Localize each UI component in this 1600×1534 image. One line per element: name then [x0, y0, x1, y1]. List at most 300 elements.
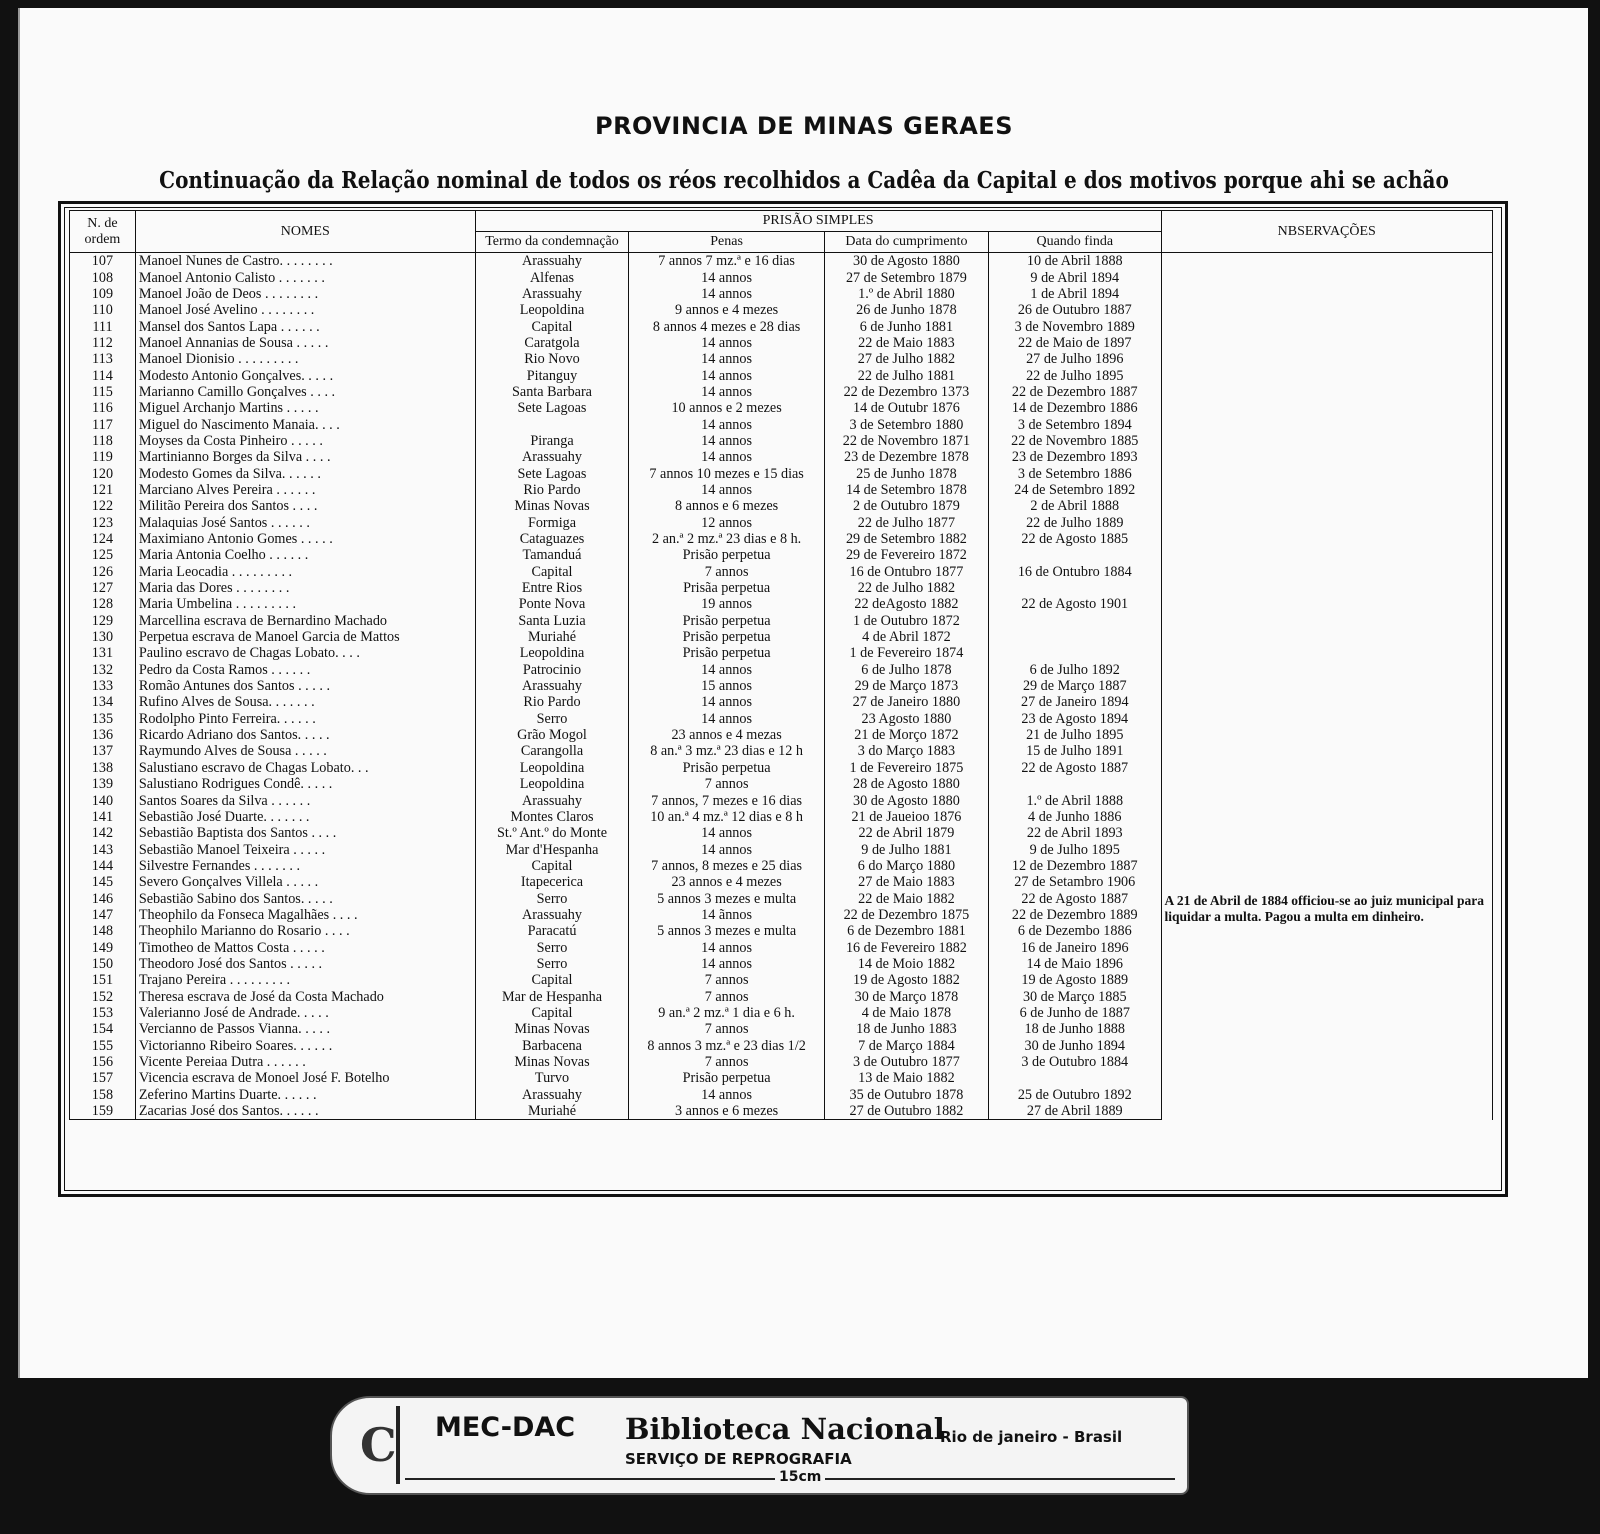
row-penas: 14 annos [629, 449, 825, 465]
column-header-quando: Quando finda [989, 232, 1162, 253]
row-quando: 14 de Maio 1896 [989, 956, 1162, 972]
row-data: 1 de Fevereiro 1874 [824, 645, 988, 661]
row-termo: Arassuahy [475, 678, 629, 694]
row-termo: Caratgola [475, 335, 629, 351]
row-number: 159 [70, 1103, 136, 1120]
row-name: Manoel Nunes de Castro. . . . . . . . [135, 253, 475, 270]
row-number: 122 [70, 498, 136, 514]
row-quando: 22 de Maio de 1897 [989, 335, 1162, 351]
row-termo: Arassuahy [475, 253, 629, 270]
row-number: 137 [70, 743, 136, 759]
row-number: 114 [70, 367, 136, 383]
row-name: Sebastião José Duarte. . . . . . . [135, 809, 475, 825]
row-number: 155 [70, 1038, 136, 1054]
row-name: Rodolpho Pinto Ferreira. . . . . . [135, 711, 475, 727]
row-name: Raymundo Alves de Sousa . . . . . [135, 743, 475, 759]
row-number: 127 [70, 580, 136, 596]
row-penas: 5 annos 3 mezes e multa [629, 890, 825, 906]
row-data: 22 deAgosto 1882 [824, 596, 988, 612]
row-name: Marcellina escrava de Bernardino Machado [135, 613, 475, 629]
row-quando: 3 de Setembro 1894 [989, 416, 1162, 432]
row-penas: 10 an.ª 4 mz.ª 12 dias e 8 h [629, 809, 825, 825]
row-data: 22 de Julho 1877 [824, 515, 988, 531]
row-penas: Prisão perpetua [629, 760, 825, 776]
row-quando: 23 de Dezembro 1893 [989, 449, 1162, 465]
row-name: Miguel do Nascimento Manaia. . . . [135, 416, 475, 432]
row-penas: 14 annos [629, 416, 825, 432]
row-number: 158 [70, 1087, 136, 1103]
row-data: 27 de Janeiro 1880 [824, 694, 988, 710]
row-number: 112 [70, 335, 136, 351]
row-termo: Capital [475, 1005, 629, 1021]
row-data: 4 de Abril 1872 [824, 629, 988, 645]
row-penas: 7 annos [629, 776, 825, 792]
row-data: 27 de Setembro 1879 [824, 269, 988, 285]
row-data: 22 de Julho 1882 [824, 580, 988, 596]
row-data: 9 de Julho 1881 [824, 841, 988, 857]
row-data: 22 de Abril 1879 [824, 825, 988, 841]
row-quando: 3 de Novembro 1889 [989, 318, 1162, 334]
row-termo: Minas Novas [475, 1021, 629, 1037]
row-penas: Prisão perpetua [629, 613, 825, 629]
row-name: Miguel Archanjo Martins . . . . . [135, 400, 475, 416]
row-penas: 14 annos [629, 841, 825, 857]
row-quando: 22 de Agosto 1887 [989, 890, 1162, 906]
row-name: Martinianno Borges da Silva . . . . [135, 449, 475, 465]
row-data: 1.º de Abril 1880 [824, 286, 988, 302]
row-name: Theophilo Marianno do Rosario . . . . [135, 923, 475, 939]
row-termo: Piranga [475, 433, 629, 449]
row-quando: 22 de Julho 1895 [989, 367, 1162, 383]
column-group-prisao: PRISÃO SIMPLES [475, 211, 1161, 232]
row-quando: 24 de Setembro 1892 [989, 482, 1162, 498]
row-data: 30 de Agosto 1880 [824, 792, 988, 808]
row-name: Manoel João de Deos . . . . . . . . [135, 286, 475, 302]
row-penas: 12 annos [629, 515, 825, 531]
row-quando: 1 de Abril 1894 [989, 286, 1162, 302]
row-penas: 14 annos [629, 694, 825, 710]
row-termo: Capital [475, 564, 629, 580]
row-name: Modesto Antonio Gonçalves. . . . . [135, 367, 475, 383]
row-data: 22 de Julho 1881 [824, 367, 988, 383]
row-number: 151 [70, 972, 136, 988]
row-name: Vicencia escrava de Monoel José F. Botelho [135, 1070, 475, 1086]
row-quando [989, 629, 1162, 645]
row-number: 131 [70, 645, 136, 661]
row-number: 152 [70, 988, 136, 1004]
column-header-observacoes: NBSERVAÇÕES [1161, 211, 1492, 253]
row-data: 6 de Julho 1878 [824, 662, 988, 678]
row-data: 18 de Junho 1883 [824, 1021, 988, 1037]
row-data: 16 de Fevereiro 1882 [824, 939, 988, 955]
row-penas: 5 annos 3 mezes e multa [629, 923, 825, 939]
row-name: Manoel Dionisio . . . . . . . . . [135, 351, 475, 367]
row-name: Vicente Pereiaa Dutra . . . . . . [135, 1054, 475, 1070]
observation-cell [1161, 253, 1492, 1120]
row-quando [989, 547, 1162, 563]
column-header-number: N. de ordem [70, 211, 136, 253]
row-data: 21 de Jaueioo 1876 [824, 809, 988, 825]
row-data: 30 de Agosto 1880 [824, 253, 988, 270]
row-number: 145 [70, 874, 136, 890]
row-name: Maximiano Antonio Gomes . . . . . [135, 531, 475, 547]
row-number: 141 [70, 809, 136, 825]
row-name: Paulino escravo de Chagas Lobato. . . . [135, 645, 475, 661]
row-data: 14 de Setembro 1878 [824, 482, 988, 498]
row-termo: Pitanguy [475, 367, 629, 383]
row-name: Zacarias José dos Santos. . . . . . [135, 1103, 475, 1120]
row-quando: 9 de Julho 1895 [989, 841, 1162, 857]
row-data: 27 de Julho 1882 [824, 351, 988, 367]
row-termo: Muriahé [475, 629, 629, 645]
row-termo: Sete Lagoas [475, 465, 629, 481]
row-number: 120 [70, 465, 136, 481]
row-data: 29 de Março 1873 [824, 678, 988, 694]
row-name: Marciano Alves Pereira . . . . . . [135, 482, 475, 498]
row-termo [475, 416, 629, 432]
row-penas: 8 annos 4 mezes e 28 dias [629, 318, 825, 334]
row-name: Victorianno Ribeiro Soares. . . . . . [135, 1038, 475, 1054]
row-data: 22 de Dezembro 1875 [824, 907, 988, 923]
row-name: Maria Leocadia . . . . . . . . . [135, 564, 475, 580]
row-data: 3 do Março 1883 [824, 743, 988, 759]
row-quando: 22 de Abril 1893 [989, 825, 1162, 841]
row-quando: 22 de Dezembro 1887 [989, 384, 1162, 400]
row-number: 108 [70, 269, 136, 285]
row-penas: 14 annos [629, 384, 825, 400]
row-quando: 21 de Julho 1895 [989, 727, 1162, 743]
row-quando [989, 1070, 1162, 1086]
column-header-names: NOMES [135, 211, 475, 253]
row-termo: Leopoldina [475, 760, 629, 776]
row-number: 143 [70, 841, 136, 857]
row-data: 35 de Outubro 1878 [824, 1087, 988, 1103]
row-name: Vercianno de Passos Vianna. . . . . [135, 1021, 475, 1037]
row-termo: Minas Novas [475, 1054, 629, 1070]
row-quando: 19 de Agosto 1889 [989, 972, 1162, 988]
row-quando [989, 613, 1162, 629]
row-quando: 9 de Abril 1894 [989, 269, 1162, 285]
page-subtitle: Continuação da Relação nominal de todos os réos recolhidos a Cadêa da Capital e dos motivos porque ahi se achão [159, 166, 1449, 194]
row-quando: 22 de Agosto 1887 [989, 760, 1162, 776]
row-name: Pedro da Costa Ramos . . . . . . [135, 662, 475, 678]
row-number: 136 [70, 727, 136, 743]
row-name: Silvestre Fernandes . . . . . . . [135, 858, 475, 874]
row-termo: Capital [475, 858, 629, 874]
row-number: 123 [70, 515, 136, 531]
row-name: Timotheo de Mattos Costa . . . . . [135, 939, 475, 955]
row-name: Maria Umbelina . . . . . . . . . [135, 596, 475, 612]
row-quando: 22 de Dezembro 1889 [989, 907, 1162, 923]
row-quando: 30 de Junho 1894 [989, 1038, 1162, 1054]
row-number: 110 [70, 302, 136, 318]
column-header-termo: Termo da condemnação [475, 232, 629, 253]
row-quando: 6 de Dezembo 1886 [989, 923, 1162, 939]
row-termo: Serro [475, 890, 629, 906]
row-penas: 7 annos, 7 mezes e 16 dias [629, 792, 825, 808]
row-name: Maria Antonia Coelho . . . . . . [135, 547, 475, 563]
row-termo: Serro [475, 939, 629, 955]
row-quando [989, 645, 1162, 661]
row-number: 153 [70, 1005, 136, 1021]
row-data: 28 de Agosto 1880 [824, 776, 988, 792]
row-penas: 7 annos [629, 972, 825, 988]
row-penas: 7 annos [629, 1054, 825, 1070]
row-quando: 22 de Julho 1889 [989, 515, 1162, 531]
row-quando: 6 de Julho 1892 [989, 662, 1162, 678]
row-data: 4 de Maio 1878 [824, 1005, 988, 1021]
row-penas: 7 annos, 8 mezes e 25 dias [629, 858, 825, 874]
row-name: Manoel Annanias de Sousa . . . . . [135, 335, 475, 351]
row-quando: 1.º de Abril 1888 [989, 792, 1162, 808]
row-quando: 4 de Junho 1886 [989, 809, 1162, 825]
row-name: Theresa escrava de José da Costa Machado [135, 988, 475, 1004]
row-number: 140 [70, 792, 136, 808]
row-name: Modesto Gomes da Silva. . . . . . [135, 465, 475, 481]
row-penas: 8 annos e 6 mezes [629, 498, 825, 514]
row-number: 107 [70, 253, 136, 270]
row-data: 29 de Fevereiro 1872 [824, 547, 988, 563]
row-number: 125 [70, 547, 136, 563]
row-penas: 14 annos [629, 367, 825, 383]
row-number: 130 [70, 629, 136, 645]
column-header-penas: Penas [629, 232, 825, 253]
row-data: 6 de Dezembro 1881 [824, 923, 988, 939]
row-penas: 14 annos [629, 711, 825, 727]
row-termo: Arassuahy [475, 449, 629, 465]
row-number: 139 [70, 776, 136, 792]
row-data: 14 de Moio 1882 [824, 956, 988, 972]
row-penas: 2 an.ª 2 mz.ª 23 dias e 8 h. [629, 531, 825, 547]
row-quando: 27 de Julho 1896 [989, 351, 1162, 367]
row-name: Ricardo Adriano dos Santos. . . . . [135, 727, 475, 743]
row-number: 118 [70, 433, 136, 449]
row-data: 22 de Maio 1882 [824, 890, 988, 906]
table-body [70, 253, 1493, 1120]
row-number: 142 [70, 825, 136, 841]
row-name: Theophilo da Fonseca Magalhães . . . . [135, 907, 475, 923]
row-quando: 16 de Janeiro 1896 [989, 939, 1162, 955]
row-penas: 19 annos [629, 596, 825, 612]
row-termo: Formiga [475, 515, 629, 531]
row-data: 19 de Agosto 1882 [824, 972, 988, 988]
row-penas: 14 annos [629, 939, 825, 955]
row-quando: 15 de Julho 1891 [989, 743, 1162, 759]
row-data: 23 Agosto 1880 [824, 711, 988, 727]
row-termo: Muriahé [475, 1103, 629, 1120]
row-number: 133 [70, 678, 136, 694]
row-name: Salustiano escravo de Chagas Lobato. . . [135, 760, 475, 776]
row-termo: Montes Claros [475, 809, 629, 825]
row-quando: 3 de Outubro 1884 [989, 1054, 1162, 1070]
row-termo: Rio Pardo [475, 482, 629, 498]
row-penas: 14 annos [629, 335, 825, 351]
row-penas: 23 annos e 4 mezas [629, 727, 825, 743]
row-name: Maria das Dores . . . . . . . . [135, 580, 475, 596]
row-data: 21 de Morço 1872 [824, 727, 988, 743]
row-termo: Ponte Nova [475, 596, 629, 612]
row-termo: Arassuahy [475, 1087, 629, 1103]
row-penas: 14 annos [629, 825, 825, 841]
row-name: Manoel Antonio Calisto . . . . . . . [135, 269, 475, 285]
row-penas: 7 annos 10 mezes e 15 dias [629, 465, 825, 481]
row-termo: Capital [475, 318, 629, 334]
row-penas: Prisão perpetua [629, 547, 825, 563]
row-termo: Rio Novo [475, 351, 629, 367]
row-penas: 8 an.ª 3 mz.ª 23 dias e 12 h [629, 743, 825, 759]
row-termo: Leopoldina [475, 776, 629, 792]
row-name: Valerianno José de Andrade. . . . . [135, 1005, 475, 1021]
row-data: 29 de Setembro 1882 [824, 531, 988, 547]
row-quando: 27 de Abril 1889 [989, 1103, 1162, 1120]
row-quando: 10 de Abril 1888 [989, 253, 1162, 270]
row-penas: 7 annos [629, 988, 825, 1004]
row-number: 156 [70, 1054, 136, 1070]
row-data: 2 de Outubro 1879 [824, 498, 988, 514]
row-number: 135 [70, 711, 136, 727]
row-data: 22 de Maio 1883 [824, 335, 988, 351]
row-termo: Carangolla [475, 743, 629, 759]
row-termo: Serro [475, 956, 629, 972]
row-name: Moyses da Costa Pinheiro . . . . . [135, 433, 475, 449]
row-data: 16 de Ontubro 1877 [824, 564, 988, 580]
row-termo: Cataguazes [475, 531, 629, 547]
row-quando: 22 de Agosto 1885 [989, 531, 1162, 547]
row-penas: 14 annos [629, 1087, 825, 1103]
row-termo: Grão Mogol [475, 727, 629, 743]
row-data: 6 do Março 1880 [824, 858, 988, 874]
row-termo: Santa Luzia [475, 613, 629, 629]
row-termo: Arassuahy [475, 907, 629, 923]
row-termo: Mar d'Hespanha [475, 841, 629, 857]
row-name: Santos Soares da Silva . . . . . . [135, 792, 475, 808]
row-number: 124 [70, 531, 136, 547]
row-number: 109 [70, 286, 136, 302]
prisoner-table [69, 210, 1493, 1120]
row-termo: Rio Pardo [475, 694, 629, 710]
row-data: 26 de Junho 1878 [824, 302, 988, 318]
row-termo: Arassuahy [475, 286, 629, 302]
row-number: 117 [70, 416, 136, 432]
row-termo: Serro [475, 711, 629, 727]
row-quando: 6 de Junho de 1887 [989, 1005, 1162, 1021]
row-number: 116 [70, 400, 136, 416]
row-termo: Turvo [475, 1070, 629, 1086]
row-name: Manoel José Avelino . . . . . . . . [135, 302, 475, 318]
row-penas: 15 annos [629, 678, 825, 694]
row-number: 157 [70, 1070, 136, 1086]
row-number: 138 [70, 760, 136, 776]
stamp-org: MEC-DAC [435, 1412, 576, 1443]
row-number: 149 [70, 939, 136, 955]
row-quando: 22 de Agosto 1901 [989, 596, 1162, 612]
row-number: 111 [70, 318, 136, 334]
row-quando: 27 de Setambro 1906 [989, 874, 1162, 890]
row-name: Salustiano Rodrigues Condê. . . . . [135, 776, 475, 792]
row-quando: 26 de Outubro 1887 [989, 302, 1162, 318]
row-number: 119 [70, 449, 136, 465]
row-penas: 7 annos [629, 1021, 825, 1037]
row-data: 6 de Junho 1881 [824, 318, 988, 334]
row-termo: Arassuahy [475, 792, 629, 808]
page-title: PROVINCIA DE MINAS GERAES [594, 112, 1013, 140]
row-penas: 14 annos [629, 269, 825, 285]
row-number: 144 [70, 858, 136, 874]
row-data: 3 de Setembro 1880 [824, 416, 988, 432]
stamp-service: SERVIÇO DE REPROGRAFIA [625, 1450, 852, 1468]
row-quando: 30 de Março 1885 [989, 988, 1162, 1004]
row-quando [989, 776, 1162, 792]
row-data: 27 de Maio 1883 [824, 874, 988, 890]
row-data: 1 de Outubro 1872 [824, 613, 988, 629]
row-name: Sebastião Sabino dos Santos. . . . . [135, 890, 475, 906]
row-quando: 25 de Outubro 1892 [989, 1087, 1162, 1103]
row-quando: 14 de Dezembro 1886 [989, 400, 1162, 416]
row-termo: Mar de Hespanha [475, 988, 629, 1004]
row-quando: 27 de Janeiro 1894 [989, 694, 1162, 710]
row-data: 25 de Junho 1878 [824, 465, 988, 481]
stamp-city: Rio de janeiro - Brasil [940, 1428, 1123, 1446]
row-data: 14 de Outubr 1876 [824, 400, 988, 416]
row-termo: Tamanduá [475, 547, 629, 563]
row-penas: 14 annos [629, 956, 825, 972]
row-quando [989, 580, 1162, 596]
stamp-library: Biblioteca Nacional [625, 1412, 945, 1446]
row-penas: 14 annos [629, 433, 825, 449]
stamp-clip-icon: C [360, 1418, 397, 1472]
row-quando: 3 de Setembro 1886 [989, 465, 1162, 481]
row-termo: Patrocinio [475, 662, 629, 678]
row-data: 22 de Novembro 1871 [824, 433, 988, 449]
row-number: 129 [70, 613, 136, 629]
table-row [70, 253, 1493, 270]
row-penas: 3 annos e 6 mezes [629, 1103, 825, 1120]
row-penas: 7 annos 7 mz.ª e 16 dias [629, 253, 825, 270]
row-number: 128 [70, 596, 136, 612]
row-penas: 14 annos [629, 482, 825, 498]
row-name: Romão Antunes dos Santos . . . . . [135, 678, 475, 694]
row-quando: 18 de Junho 1888 [989, 1021, 1162, 1037]
row-termo: Alfenas [475, 269, 629, 285]
row-name: Rufino Alves de Sousa. . . . . . . [135, 694, 475, 710]
row-name: Zeferino Martins Duarte. . . . . . [135, 1087, 475, 1103]
row-number: 132 [70, 662, 136, 678]
row-termo: Santa Barbara [475, 384, 629, 400]
row-quando: 16 de Ontubro 1884 [989, 564, 1162, 580]
row-number: 115 [70, 384, 136, 400]
row-quando: 2 de Abril 1888 [989, 498, 1162, 514]
row-data: 22 de Dezembro 1373 [824, 384, 988, 400]
row-number: 113 [70, 351, 136, 367]
row-name: Severo Gonçalves Villela . . . . . [135, 874, 475, 890]
row-penas: Prisãa perpetua [629, 580, 825, 596]
row-penas: 14 annos [629, 351, 825, 367]
row-number: 126 [70, 564, 136, 580]
row-data: 27 de Outubro 1882 [824, 1103, 988, 1120]
row-termo: Capital [475, 972, 629, 988]
row-penas: 14 ãnnos [629, 907, 825, 923]
row-name: Mansel dos Santos Lapa . . . . . . [135, 318, 475, 334]
row-number: 146 [70, 890, 136, 906]
row-data: 1 de Fevereiro 1875 [824, 760, 988, 776]
row-termo: Itapecerica [475, 874, 629, 890]
row-penas: 7 annos [629, 564, 825, 580]
row-name: Trajano Pereira . . . . . . . . . [135, 972, 475, 988]
row-name: Theodoro José dos Santos . . . . . [135, 956, 475, 972]
row-quando: 29 de Março 1887 [989, 678, 1162, 694]
row-name: Militão Pereira dos Santos . . . . [135, 498, 475, 514]
row-penas: 9 annos e 4 mezes [629, 302, 825, 318]
